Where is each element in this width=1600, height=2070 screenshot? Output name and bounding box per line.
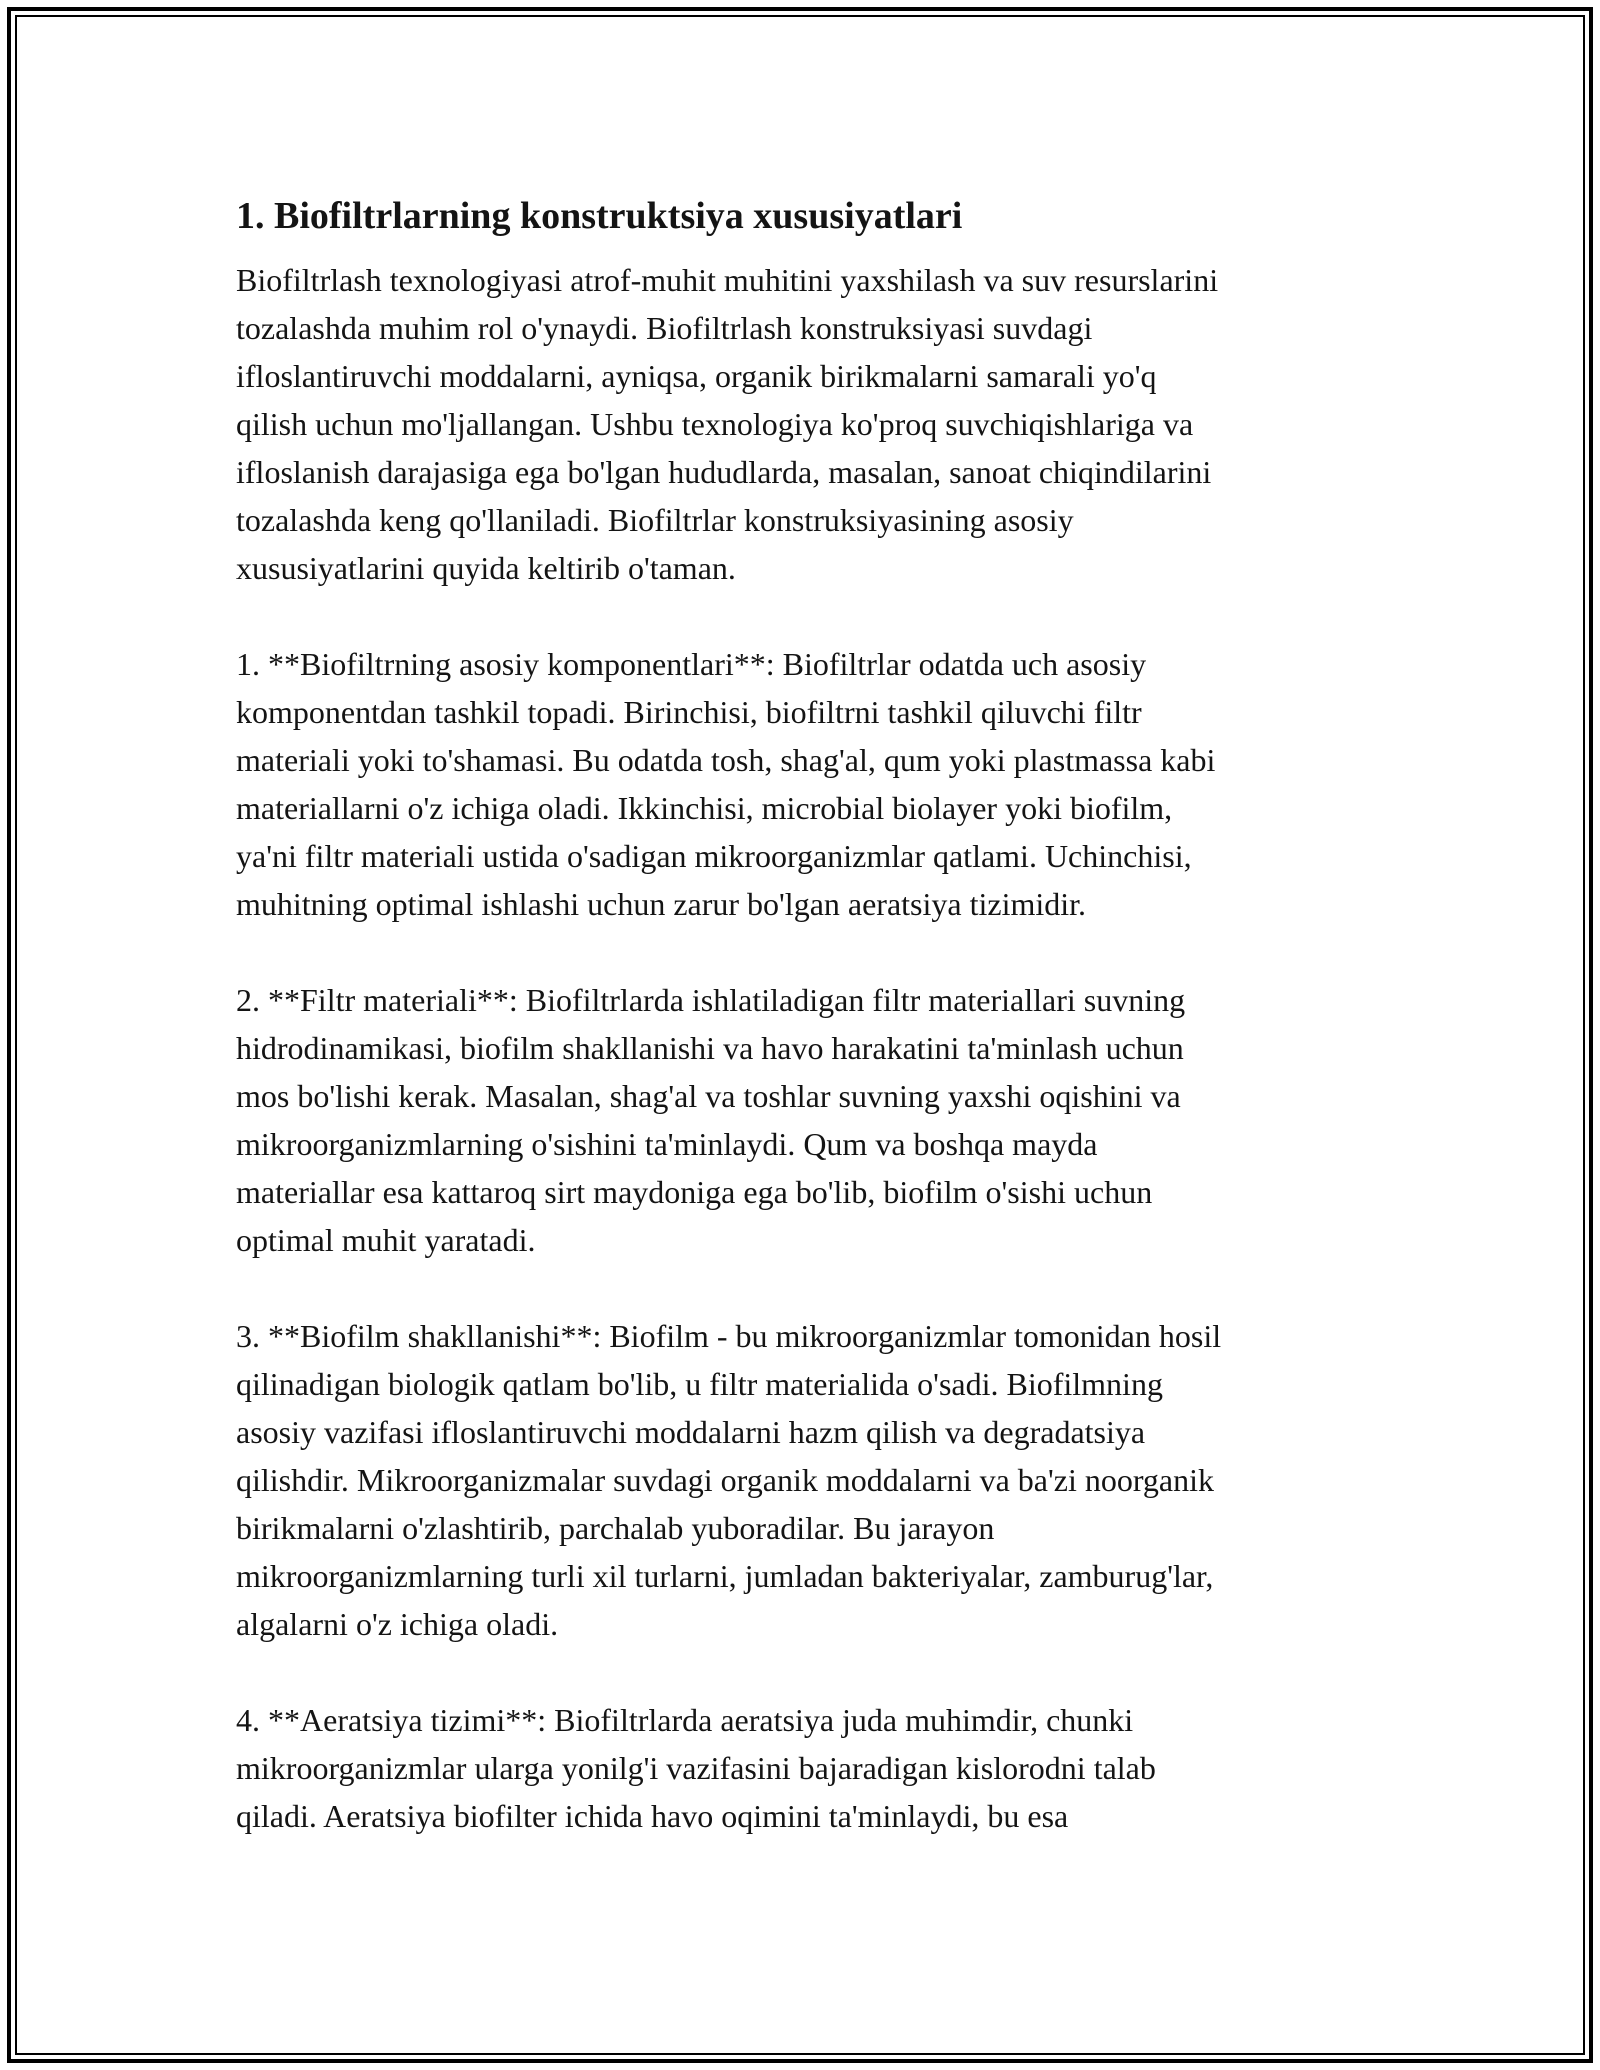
intro-paragraph: Biofiltrlash texnologiyasi atrof-muhit muhitini yaxshilash va suv resurslarini tozalashda muhim rol o'ynaydi. Biofiltrlash konstruksiyasi suvdagi ifloslantiruvchi moddalarni, ayniqsa, organik birikmalarni samarali yo'q qilish uchun mo'ljallangan. Ushbu texnologiya ko'proq suvchiqishlariga va ifloslanish darajasiga ega bo'lgan hududlarda, masalan, sanoat chiqindilarini tozalashda keng qo'llaniladi. Biofiltrlar konstruksiyasining asosiy xususiyatlarini quyida keltirib o'taman. [236,262,1219,586]
paragraph-spacer [236,1648,1366,1696]
paragraph-biofilm: 3. **Biofilm shakllanishi**: Biofilm - bu mikroorganizmlar tomonidan hosil qilinadigan biologik qatlam bo'lib, u filtr materialida o'sadi. Biofilmning asosiy vazifasi ifloslantiruvchi moddalarni hazm qilish va degradatsiya qilishdir. Mikroorganizmalar suvdagi organik moddalarni va ba'zi noorganik birikmalarni o'zlashtirib, parchalab yuboradilar. Bu jarayon mikroorganizmlarning turli xil turlarni, jumladan bakteriyalar, zamburug'lar, algalarni o'z ichiga oladi. [236,1318,1222,1642]
paragraph-spacer [236,928,1366,976]
paragraph-spacer [236,592,1366,640]
document-body [236,180,1366,1840]
paragraph-spacer [236,1264,1366,1312]
paragraph-components: 1. **Biofiltrning asosiy komponentlari**: Biofiltrlar odatda uch asosiy komponentdan tashkil topadi. Birinchisi, biofiltrni tashkil qiluvchi filtr materiali yoki to'shamasi. Bu odatda tosh, shag'al, qum yoki plastmassa kabi materiallarni o'z ichiga oladi. Ikkinchisi, microbial biolayer yoki biofilm, ya'ni filtr materiali ustida o'sadigan mikroorganizmlar qatlami. Uchinchisi, muhitning optimal ishlashi uchun zarur bo'lgan aeratsiya tizimidir. [236,646,1216,922]
paragraph-filter-material: 2. **Filtr materiali**: Biofiltrlarda ishlatiladigan filtr materiallari suvning hidrodinamikasi, biofilm shakllanishi va havo harakatini ta'minlash uchun mos bo'lishi kerak. Masalan, shag'al va toshlar suvning yaxshi oqishini va mikroorganizmlarning o'sishini ta'minlaydi. Qum va boshqa mayda materiallar esa kattaroq sirt maydoniga ega bo'lib, biofilm o'sishi uchun optimal muhit yaratadi. [236,982,1186,1258]
paragraph-aeration: 4. **Aeratsiya tizimi**: Biofiltrlarda aeratsiya juda muhimdir, chunki mikroorganizmlar ularga yonilg'i vazifasini bajaradigan kislorodni talab qiladi. Aeratsiya biofilter ichida havo oqimini ta'minlaydi, bu esa [236,1702,1156,1834]
section-heading: 1. Biofiltrlarning konstruktsiya xususiyatlari [236,195,963,237]
